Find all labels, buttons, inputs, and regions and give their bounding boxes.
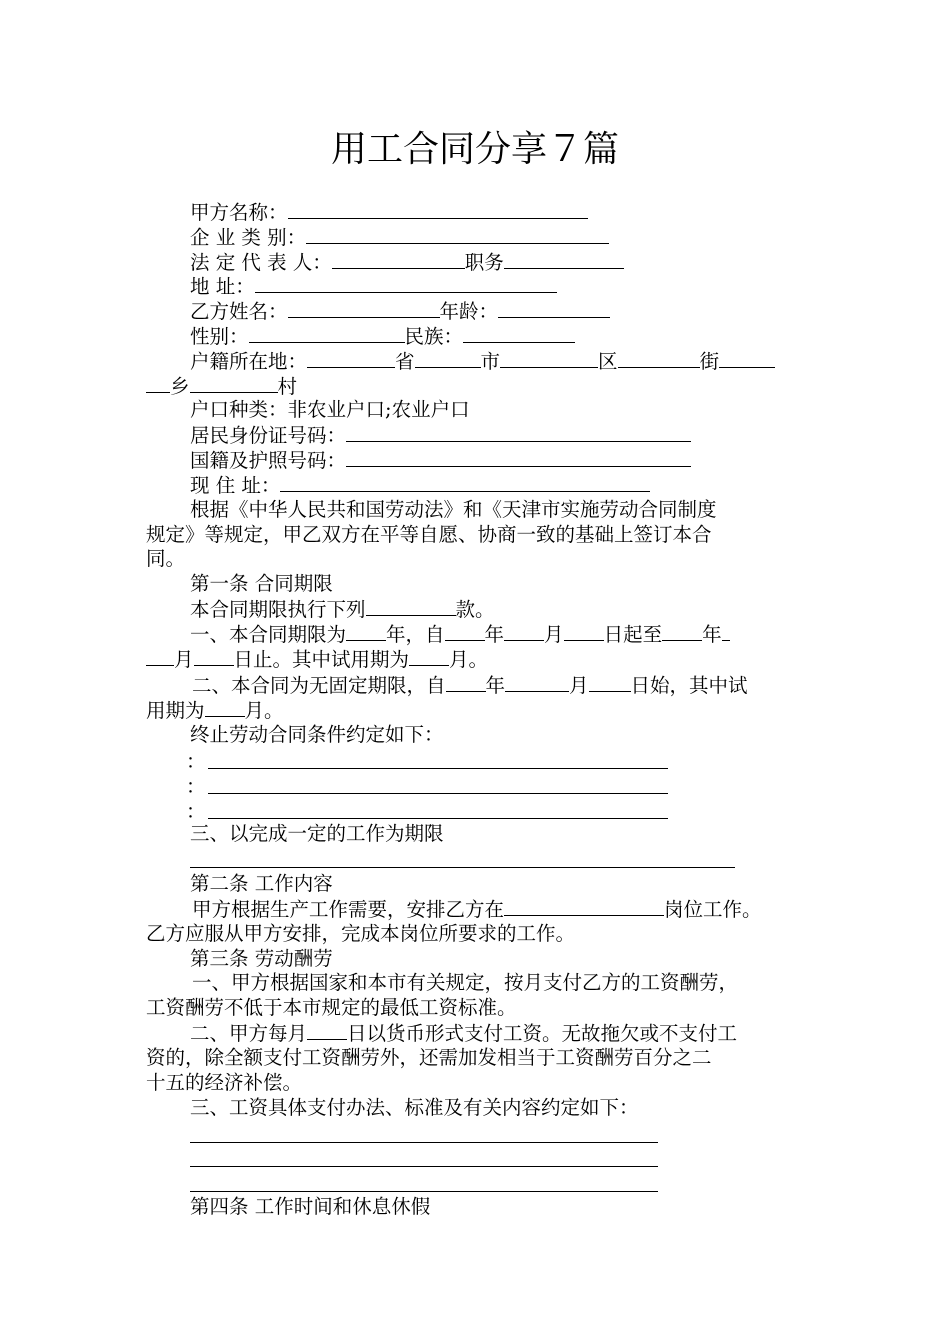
term1-text-g: 月 xyxy=(174,648,194,671)
termination-item-1 xyxy=(186,750,206,774)
id-number-blank xyxy=(346,423,691,442)
termination-item-3 xyxy=(186,800,206,824)
termination-blank-1 xyxy=(208,768,668,769)
household-reg-label: 户籍所在地： xyxy=(190,350,308,373)
term1-text-d: 月 xyxy=(544,623,564,646)
colon-3: ： xyxy=(186,800,206,823)
term1-start-day-blank xyxy=(564,622,604,641)
term1-text-f: 年 xyxy=(702,623,722,646)
term1-end-day-blank xyxy=(194,647,234,666)
village-label: 村 xyxy=(277,375,298,398)
article-1-term-3: 三、以完成一定的工作为期限 xyxy=(190,822,444,845)
term2-probation-blank xyxy=(205,698,245,717)
article-1-term-2-cont xyxy=(146,698,284,723)
nationality-label: 国籍及护照号码： xyxy=(190,449,347,472)
household-reg-row xyxy=(190,349,775,374)
execute-text: 本合同期限执行下列 xyxy=(190,598,366,621)
term2-day-blank xyxy=(589,673,631,692)
article-3-p3: 三、工资具体支付办法、标准及有关内容约定如下： xyxy=(190,1096,639,1119)
street-label: 街 xyxy=(699,350,720,373)
article-3-p2-line-1 xyxy=(190,1021,737,1046)
pay-day-blank xyxy=(307,1021,347,1040)
term1-text-a: 一、本合同期限为 xyxy=(190,623,347,646)
term2-text-f: 月。 xyxy=(244,699,284,722)
current-address-label: 现 住 址： xyxy=(190,474,281,497)
article-4-heading: 第四条 工作时间和休息休假 xyxy=(190,1195,431,1218)
party-a-name-label: 甲方名称： xyxy=(190,201,288,224)
pay-terms-blank-1 xyxy=(190,1142,658,1143)
position-label: 职务 xyxy=(464,251,504,274)
article-3-p2-line-3: 十五的经济补偿。 xyxy=(146,1071,303,1094)
current-address-row xyxy=(190,473,650,498)
age-label: 年龄： xyxy=(439,300,499,323)
address-row xyxy=(190,274,557,299)
article-1-execute xyxy=(190,597,495,622)
preamble-line-1: 根据《中华人民共和国劳动法》和《天津市实施劳动合同制度 xyxy=(190,498,717,521)
pay-terms-blank-2 xyxy=(190,1166,658,1167)
term1-end-month-lead-blank xyxy=(722,622,730,641)
city-blank xyxy=(415,349,481,368)
document-title: 用工合同分享７篇 xyxy=(330,129,619,170)
colon-1: ： xyxy=(186,750,206,773)
term1-text-b: 年，自 xyxy=(386,623,445,646)
article2-text-b: 岗位工作。 xyxy=(664,898,762,921)
current-address-blank xyxy=(280,473,650,492)
legal-rep-blank xyxy=(332,250,465,269)
province-label: 省 xyxy=(395,350,415,373)
term2-text-e: 用期为 xyxy=(146,699,205,722)
pay-terms-blank-3 xyxy=(190,1191,658,1192)
gender-row xyxy=(190,324,575,349)
term2-text-a: 二、本合同为无固定期限，自 xyxy=(192,674,446,697)
party-b-name-label: 乙方姓名： xyxy=(190,300,288,323)
township-label: 乡 xyxy=(170,375,190,398)
term2-text-b: 年 xyxy=(485,674,506,697)
article-1-term-2 xyxy=(192,673,748,698)
termination-conditions: 终止劳动合同条件约定如下： xyxy=(190,723,444,746)
term2-text-c: 月 xyxy=(569,674,589,697)
term1-text-i: 月。 xyxy=(449,648,489,671)
article-2-line-2: 乙方应服从甲方安排，完成本岗位所要求的工作。 xyxy=(146,922,576,945)
term1-end-month-blank xyxy=(146,647,174,666)
nationality-blank xyxy=(346,448,691,467)
ethnicity-label: 民族： xyxy=(404,325,464,348)
id-number-label: 居民身份证号码： xyxy=(190,424,347,447)
preamble-line-2: 规定》等规定，甲乙双方在平等自愿、协商一致的基础上签订本合 xyxy=(146,523,712,546)
ethnicity-blank xyxy=(463,324,575,343)
term1-text-c: 年 xyxy=(484,623,505,646)
district-blank xyxy=(500,349,598,368)
district-label: 区 xyxy=(598,350,618,373)
party-a-name-row xyxy=(190,200,588,225)
household-type-row: 户口种类：非农业户口;农业户口 xyxy=(190,398,470,421)
term1-text-e: 日起至 xyxy=(603,623,663,646)
term2-month-blank xyxy=(505,673,569,692)
gender-label: 性别： xyxy=(190,325,249,348)
term3-blank xyxy=(190,867,735,868)
article-1-heading: 第一条 合同期限 xyxy=(190,572,333,595)
article-2-line-1 xyxy=(192,897,762,922)
enterprise-type-blank xyxy=(306,225,609,244)
township-lead-blank xyxy=(146,374,170,393)
article-3-p1-line-1: 一、甲方根据国家和本市有关规定，按月支付乙方的工资酬劳， xyxy=(192,971,739,994)
preamble-line-3: 同。 xyxy=(146,547,186,570)
term1-text-h: 日止。其中试用期为 xyxy=(233,648,410,671)
article-3-p1-line-2: 工资酬劳不低于本市规定的最低工资标准。 xyxy=(146,996,517,1019)
article-2-heading: 第二条 工作内容 xyxy=(190,872,333,895)
party-a-name-blank xyxy=(288,200,588,219)
party-b-row xyxy=(190,299,610,324)
nationality-row xyxy=(190,448,691,473)
party-b-name-blank xyxy=(288,299,440,318)
article-1-term-1-cont xyxy=(146,647,488,672)
article-3-p2-line-2: 资的，除全额支付工资酬劳外，还需加发相当于工资酬劳百分之二 xyxy=(146,1046,712,1069)
pay-day-text-a: 二、甲方每月 xyxy=(190,1022,308,1045)
termination-blank-3 xyxy=(208,818,668,819)
household-reg-row-2 xyxy=(146,374,297,399)
province-blank xyxy=(307,349,395,368)
article2-text-a: 甲方根据生产工作需要，安排乙方在 xyxy=(192,898,505,921)
street-tail-blank xyxy=(719,349,775,368)
execute-suffix: 款。 xyxy=(455,598,495,621)
colon-2: ： xyxy=(186,775,206,798)
term1-start-year-blank xyxy=(445,622,485,641)
job-position-blank xyxy=(504,897,664,916)
term2-year-blank xyxy=(446,673,486,692)
legal-rep-label: 法 定 代 表 人： xyxy=(190,251,332,274)
pay-day-text-b: 日以货币形式支付工资。无故拖欠或不支付工 xyxy=(347,1022,738,1045)
id-number-row xyxy=(190,423,691,448)
termination-item-2 xyxy=(186,775,206,799)
enterprise-type-label: 企 业 类 别： xyxy=(190,226,307,249)
address-blank xyxy=(255,274,557,293)
age-blank xyxy=(498,299,610,318)
city-label: 市 xyxy=(480,350,501,373)
enterprise-type-row xyxy=(190,225,609,250)
legal-rep-row xyxy=(190,250,624,275)
village-blank xyxy=(190,374,278,393)
address-label: 地 址： xyxy=(190,275,255,298)
term1-end-year-blank xyxy=(662,622,702,641)
term2-text-d: 日始，其中试 xyxy=(630,674,748,697)
term1-probation-blank xyxy=(409,647,449,666)
position-blank xyxy=(504,250,624,269)
execute-blank xyxy=(366,597,456,616)
termination-blank-2 xyxy=(208,793,668,794)
article-3-heading: 第三条 劳动酬劳 xyxy=(190,947,333,970)
term1-start-month-blank xyxy=(504,622,544,641)
street-blank xyxy=(618,349,700,368)
term1-years-blank xyxy=(346,622,386,641)
article-1-term-1 xyxy=(190,622,730,647)
gender-blank xyxy=(249,324,405,343)
